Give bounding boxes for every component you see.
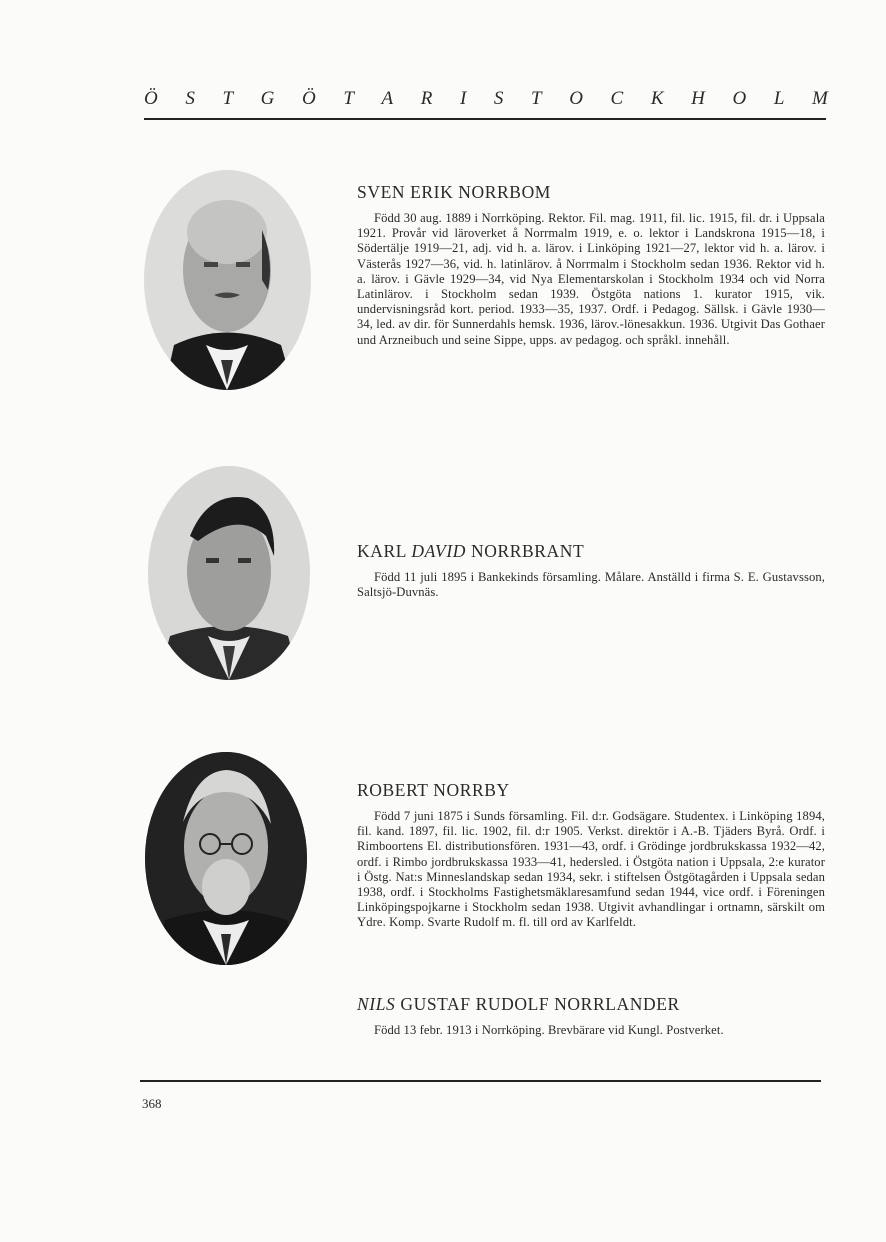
- running-head-letter: T: [222, 88, 234, 109]
- entry-norrby: [357, 780, 825, 931]
- running-head-letter: L: [773, 88, 785, 109]
- entry-name: [357, 994, 825, 1015]
- page-number: 368: [142, 1096, 162, 1111]
- name-part: KARL: [357, 541, 412, 561]
- running-head-letter: O: [732, 88, 747, 109]
- name-part: GUSTAF RUDOLF NORRLANDER: [395, 994, 680, 1014]
- running-head-letter: K: [650, 88, 664, 109]
- running-head-letter: I: [459, 88, 467, 109]
- entry-norrlander: [357, 994, 825, 1038]
- running-head-letter: S: [185, 88, 195, 109]
- running-head-letter: H: [691, 88, 705, 109]
- running-head-letter: R: [420, 88, 433, 109]
- header-rule: [144, 118, 826, 120]
- running-head-letter: T: [343, 88, 354, 109]
- running-head-letter: Ö: [144, 88, 158, 109]
- name-italic-part: NILS: [357, 994, 396, 1014]
- running-head-letter: Ö: [301, 88, 316, 109]
- running-head: [144, 88, 828, 110]
- entry-norrbom: [357, 182, 825, 348]
- entry-bio: Född 11 juli 1895 i Bankekinds församling. Målare. Anställd i firma S. E. Gustavsson, Saltsjö-Duvnäs.: [357, 570, 825, 600]
- running-head-letter: S: [493, 88, 504, 109]
- running-head-letter: O: [569, 88, 583, 109]
- running-head-letter: A: [381, 88, 394, 109]
- running-head-letter: T: [531, 88, 542, 109]
- running-head-letter: M: [812, 88, 828, 109]
- footer-rule: [140, 1080, 821, 1082]
- entry-bio: Född 13 febr. 1913 i Norrköping. Brevbärare vid Kungl. Postverket.: [374, 1023, 724, 1037]
- entry-name: [357, 541, 825, 562]
- running-head-letter: C: [610, 88, 624, 109]
- entry-bio: Född 7 juni 1875 i Sunds församling. Fil. d:r. Godsägare. Studentex. i Linköping 1894, fil. kand. 1897, fil. lic. 1902, fil. d:r 1905. Verkst. direktör i A.-B. Tjäders Byrå. Ordf. i Rimboortens El. distributionsfören. 1931—43, ordf. i Grödinge jordbrukskassa 1932—42, ordf. i Rimbo jordbrukskassa 1933—41, hedersled. i Östgöta nation i Uppsala, 2:e kurator i Östg. Nat:s Minneslandskap sedan 1934, sekr. i stiftelsen Östgötagården i Uppsala sedan 1938, ordf. i Stockholms Fastighetsmäklaresamfund sedan 1944, vice ordf. i Föreningen Linköpingspojkarne i Stockholm sedan 1938. Utgivit avhandlingar i ortnamn, särskilt om Ydre. Komp. Svarte Rudolf m. fl. till ord av Karlfeldt.: [357, 809, 825, 930]
- portrait-photo: [148, 466, 310, 680]
- entry-name: ROBERT NORRBY: [357, 780, 510, 800]
- name-italic-part: DAVID: [411, 541, 466, 561]
- portrait-photo: [145, 752, 307, 965]
- entry-name: SVEN ERIK NORRBOM: [357, 182, 551, 202]
- name-part: NORRBRANT: [466, 541, 585, 561]
- running-head-letter: G: [260, 88, 275, 109]
- entry-norrbrant: [357, 541, 825, 600]
- portrait-photo: [144, 170, 311, 390]
- entry-bio: Född 30 aug. 1889 i Norrköping. Rektor. Fil. mag. 1911, fil. lic. 1915, fil. dr. i Uppsala 1921. Provår vid läroverket å Norrmalm 1919, e. o. lektor i Landskrona 1915—18, i Södertälje 1919—21, adj. vid h. a. lärov. i Linköping 1921—27, lektor vid h. a. lärov. i Västerås 1927—36, vid. h. latinlärov. å Norrmalm i Stockholm sedan 1936. Rektor vid h. a. lärov. i Gävle 1929—34, vid Nya Elementarskolan i Stockholm 1934 och vid Norra Latinlärov. i Stockholm sedan 1939. Östgöta nations 1. kurator 1915, vik. undervisningsråd kort. period. 1933—35, 1937. Ordf. i Pedagog. Sällsk. i Gävle 1930—34, led. av dir. för Sunnerdahls hemsk. 1936, lärov.-lönesakkun. 1936. Utgivit Das Gothaer und Arzneibuch und seine Sippe, upps. av pedagog. och språkl. innehåll.: [357, 211, 825, 347]
